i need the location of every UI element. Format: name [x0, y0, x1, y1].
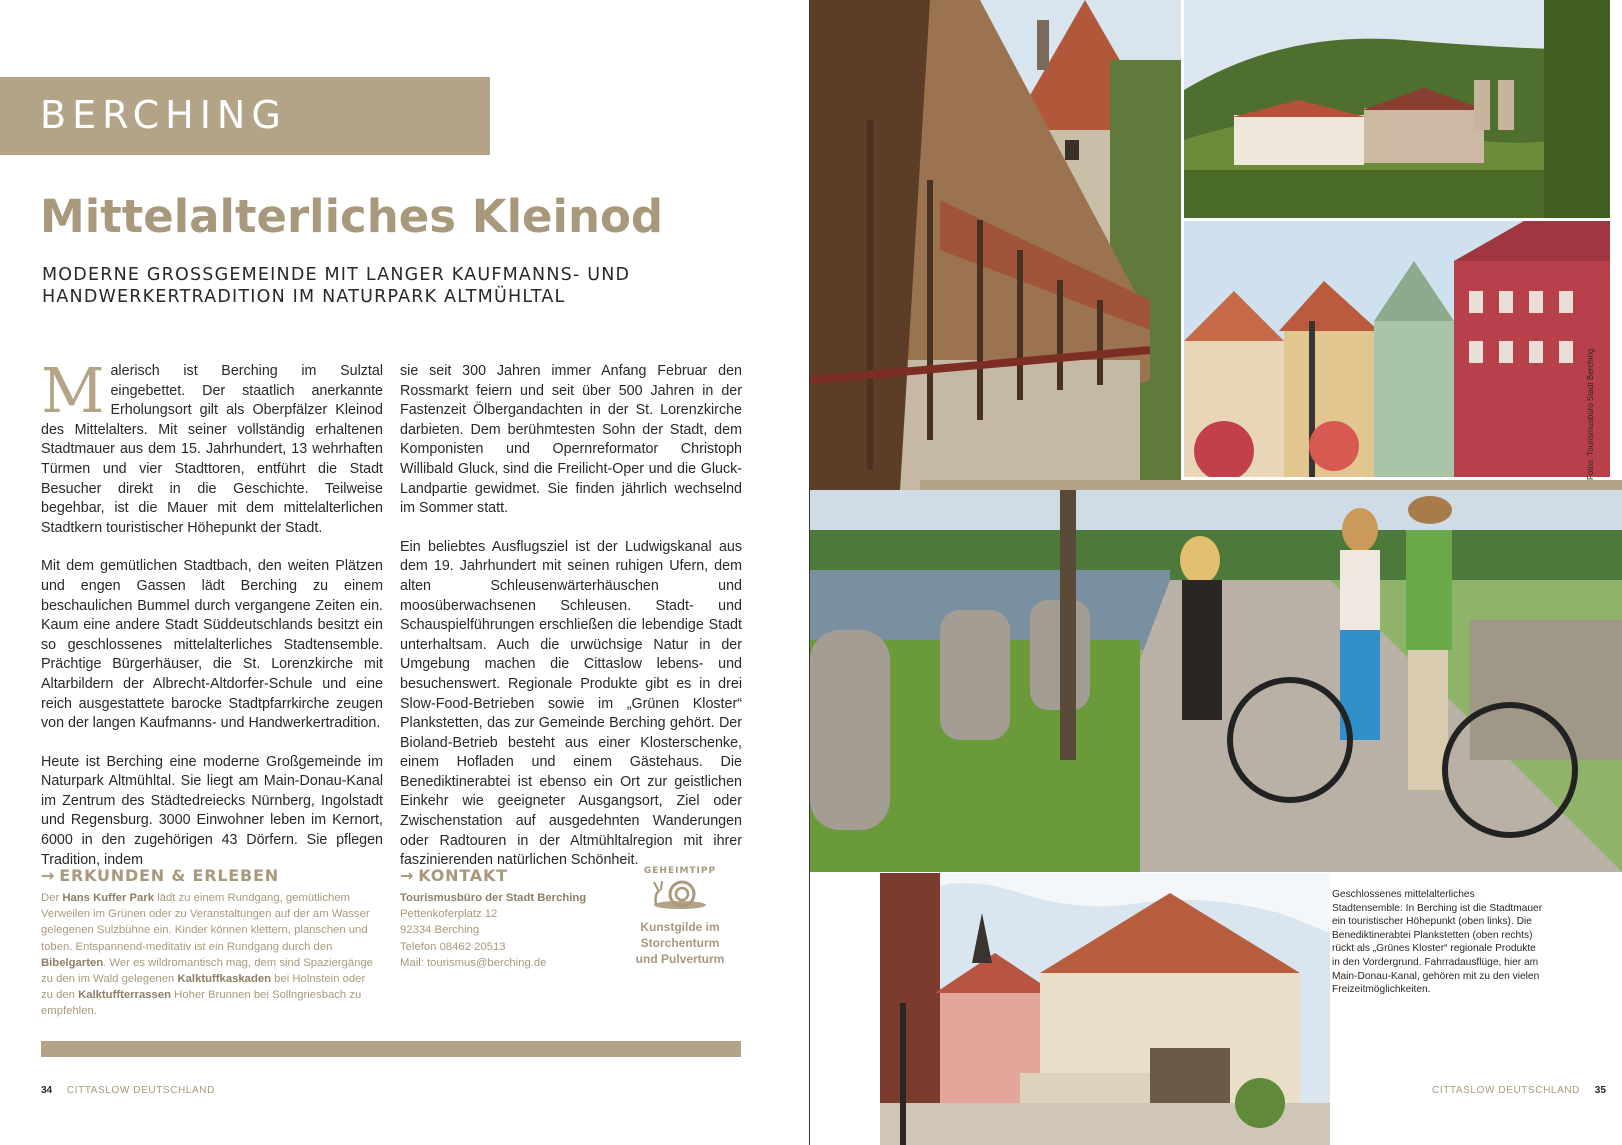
erkunden-heading [41, 866, 279, 885]
article-subtitle [42, 264, 682, 308]
geheimtipp-line: und Pulverturm [635, 952, 725, 966]
magazine-name: CITTASLOW DEUTSCHLAND [66, 1085, 215, 1096]
paragraph: Mit dem gemütlichen Stadtbach, den weiten Plätzen und engen Gassen lädt Berching zu einem beschaulichen Bummel durch vergangene Zeiten ein. Kaum eine andere Stadt Süddeutschlands besitzt ein so geschlossenes mittelalterliches Stadtensemble. Prächtige Bürgerhäuser, die St. Lorenzkirche mit Altarbildern der Albrecht-Altdorfer-Schule und eine reich ausgestattete barocke Stadtpfarrkirche zeugen von der langen Kaufmanns- und Handwerkertradition. [41, 558, 383, 732]
kontakt-mail[interactable]: Mail: tourismus@berching.de [400, 956, 547, 969]
paragraph [41, 354, 383, 538]
geheimtipp-text [630, 919, 730, 967]
kontakt-heading [400, 866, 508, 885]
town-gate-photo [880, 873, 1330, 1145]
photo-caption: Geschlossenes mittelalterliches Stadtensemble: In Berching ist die Stadtmauer ein touristischer Höhepunkt (oben links). Die Benediktinerabtei Plankstetten (oben rechts) rückt als „Grünes Kloster“ regionale Produkte in den Vordergrund. Fahrradausflüge, hier am Main-Donau-Kanal, gehören mit zu den vielen Freizeitmöglichkeiten. [1332, 889, 1543, 996]
arrow-icon: → [41, 866, 56, 885]
kontakt-city: 92334 Berching [400, 924, 480, 937]
article-title: Mittelalterliches Kleinod [40, 190, 664, 243]
cyclists-canal-photo [810, 490, 1622, 872]
paragraph-text: alerisch ist Berching im Sulztal eingebettet. Der staatlich anerkannte Erholungsort gilt als Oberpfälzer Kleinod des Mittelalters. Mit seiner vollständig erhaltenen Stadtmauer aus dem 15. Jahrhundert, 13 wehrhaften Türmen und vier Stadttoren, entführt die Stadt Besucher direkt in die Geschichte. Teilweise begehbar, ist die Mauer mit dem mittelalterlichen Stadtkern touristischer Höhepunkt der Stadt. [41, 363, 383, 536]
page-number: 35 [1594, 1085, 1606, 1096]
snail-icon [648, 876, 712, 910]
highlight: Hans Kuffer Park [62, 892, 155, 904]
paragraph: Ein beliebtes Ausflugsziel ist der Ludwigskanal aus dem 19. Jahrhundert mit seinen ruhigen Ufern, dem alten Schleusenwärterhäuschen und moosüberwachsenen Schleusen. Stadt- und Schauspielführungen erschließen die lebendige Stadt unterhaltsam. Auch die urwüchsige Natur in der Umgebung machen die Cittaslow lebens- und besuchenswert. Regionale Produkte gibt es in drei Slow-Food-Betrieben sowie im „Grünen Kloster“ Plankstetten, das zur Gemeinde Berching gehört. Der Bioland-Betrieb besteht aus einer Klosterschenke, einem Hofladen und einem Gästehaus. Die Benediktinerabtei ist ebenso ein Ort zur geistlichen Einkehr wie geeigneter Ausgangsort, Ziel oder Zwischenstation auf ausgedehnten Wanderungen oder Radtouren in der Altmühltalregion mit ihrer faszinierenden natürlichen Schönheit. [400, 538, 742, 869]
subtitle-line: HANDWERKERTRADITION IM NATURPARK ALTMÜHLTAL [42, 287, 566, 307]
subtitle-line: MODERNE GROSSGEMEINDE MIT LANGER KAUFMANNS- UND [42, 265, 631, 285]
geheimtipp-label: GEHEIMTIPP [643, 866, 717, 876]
kontakt-title: KONTAKT [418, 866, 508, 885]
geheimtipp-line: Storchenturm [640, 936, 720, 950]
paragraph: sie seit 300 Jahren immer Anfang Februar den Rossmarkt feiern und seit über 500 Jahren in der Fastenzeit Ölbergandachten in der St. Lorenzkirche darbieten. Dem berühmtesten Sohn der Stadt, dem Komponisten und Opernreformator Christoph Willibald Gluck, sind die Freilicht-Oper und die Gluck-Landpartie gewidmet. Sie finden jährlich wechselnd im Sommer statt. [400, 363, 742, 517]
page-number: 34 [41, 1085, 53, 1096]
kontakt-org: Tourismusbüro der Stadt Berching [400, 892, 587, 904]
body-column-1 [41, 354, 383, 889]
town-wall-photo [810, 0, 1181, 490]
highlight: Bibelgarten [41, 956, 104, 969]
dropcap: M [41, 354, 105, 427]
geheimtipp-box [630, 866, 730, 967]
right-page [810, 0, 1622, 1145]
folio-right [1432, 1085, 1606, 1096]
monastery-photo [1184, 0, 1610, 218]
body-column-2 [400, 362, 742, 890]
paragraph: Heute ist Berching eine moderne Großgemeinde im Naturpark Altmühltal. Sie liegt am Main-Donau-Kanal im Zentrum des Städtedreiecks Nürnberg, Ingolstadt und Regensburg. 3000 Einwohner leben im Kernort, 6000 in den zugehörigen 43 Dörfern. Sie pflegen Tradition, indem [41, 753, 383, 868]
kontakt-street: Pettenkoferplatz 12 [400, 908, 498, 921]
erkunden-title: ERKUNDEN & ERLEBEN [59, 866, 279, 885]
kontakt-block [400, 890, 620, 971]
highlight: Kalktuffterrassen [78, 989, 171, 1002]
geheimtipp-line: Kunstgilde im [640, 920, 720, 934]
folio-left [41, 1085, 215, 1096]
arrow-icon: → [400, 866, 415, 885]
highlight: Kalktuffkaskaden [177, 973, 272, 986]
erkunden-text: Der Hans Kuffer Park lädt zu einem Rundgang, gemütlichem Verweilen im Grünen oder zu Veranstaltungen auf der am Wasser gelegenen Sulzbühne ein. Kinder können klettern, planschen und toben. Entspannend-meditativ ist ein Rundgang durch den Bibelgarten. Wer es wildromantisch mag, dem sind Spaziergänge zu den im Wald gelegenen Kalktuffkaskaden bei Holnstein oder zu den Kalktuffterrassen Hoher Brunnen bei Sollngriesbach zu empfehlen. [41, 892, 373, 1018]
magazine-name: CITTASLOW DEUTSCHLAND [1432, 1085, 1580, 1096]
market-square-photo [1184, 221, 1610, 477]
left-page [0, 0, 810, 1145]
section-banner [0, 77, 490, 155]
banner-title: BERCHING [40, 93, 287, 137]
footer-bar [41, 1041, 741, 1057]
photo-credit: Fotos: Tourismusbüro Stadt Berching [1586, 348, 1595, 480]
kontakt-phone[interactable]: Telefon 08462 20513 [400, 940, 506, 953]
